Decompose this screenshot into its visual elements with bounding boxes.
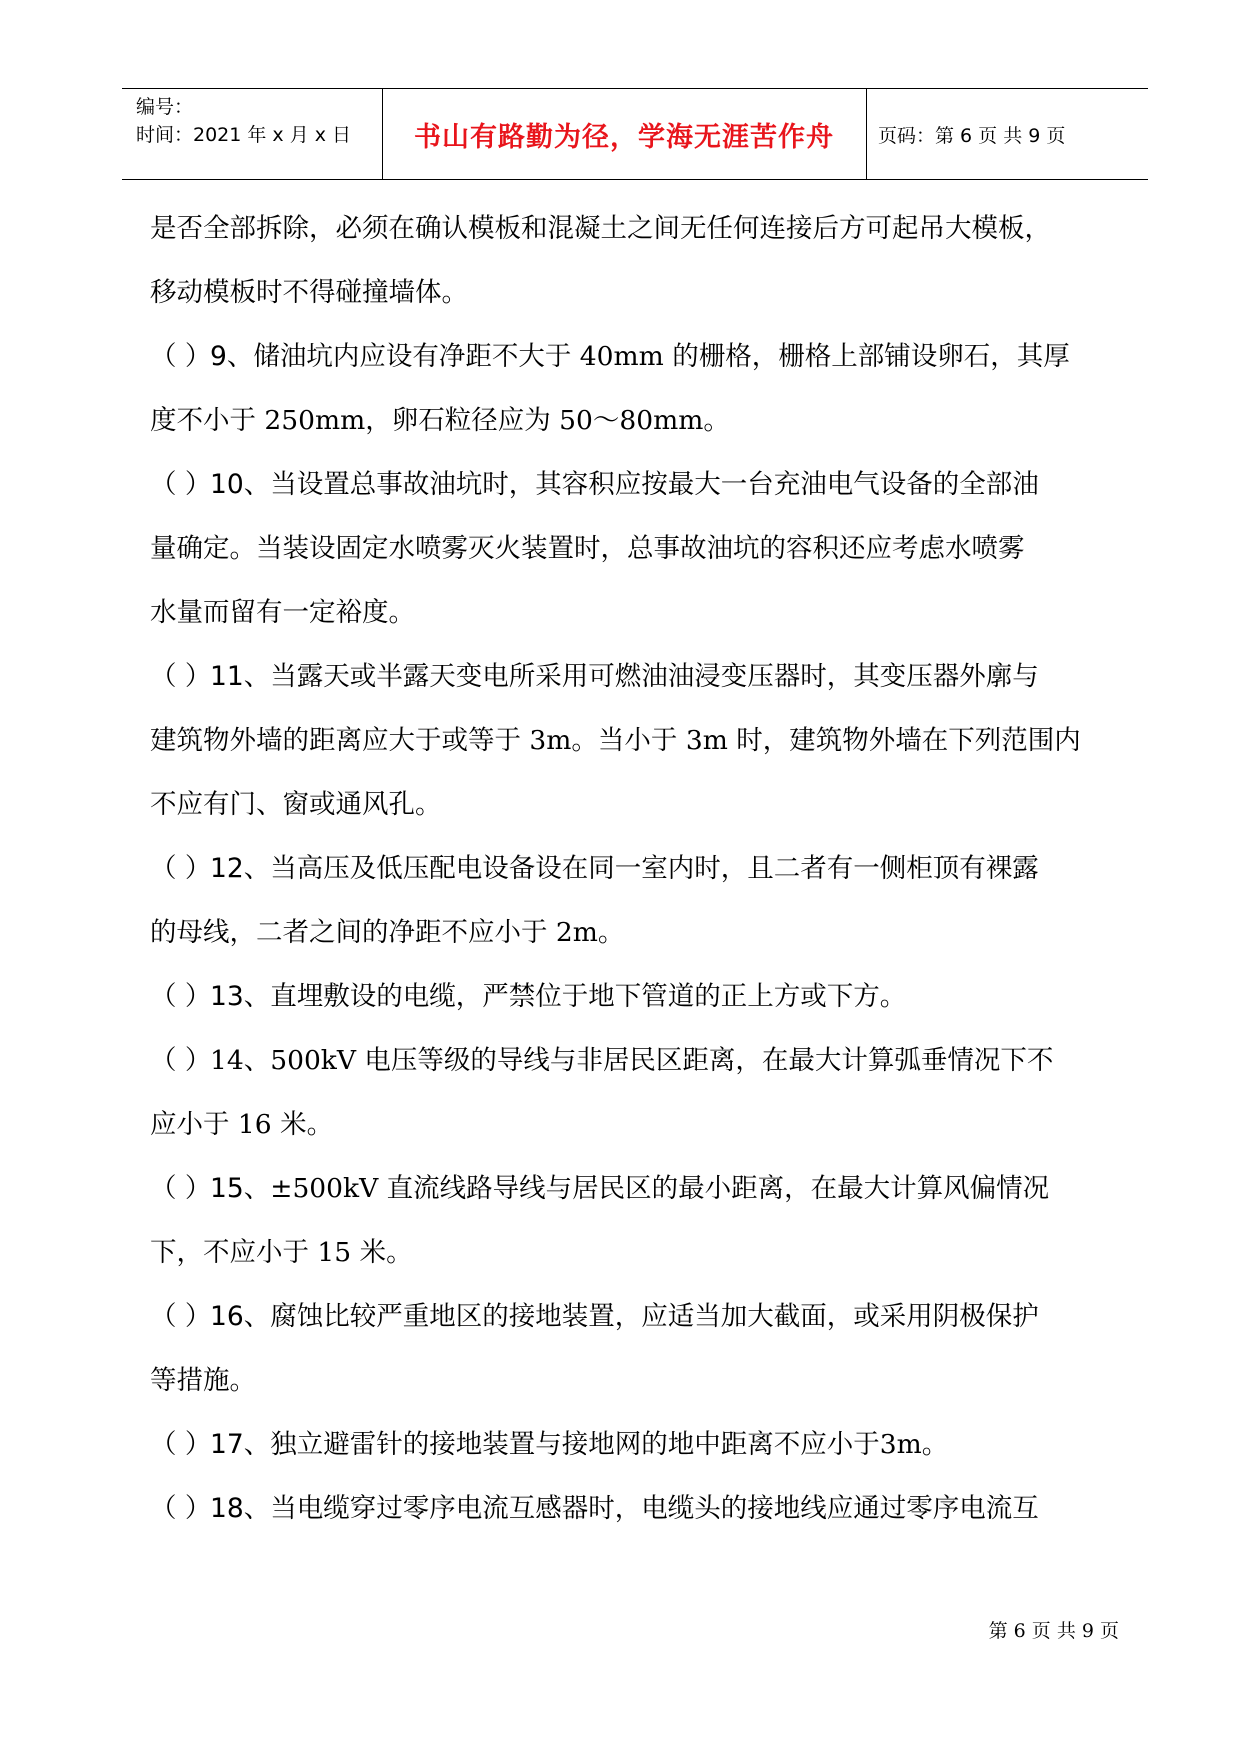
question-line: （ ）18、当电缆穿过零序电流互感器时，电缆头的接地线应通过零序电流互 (150, 1477, 1120, 1541)
question-number: 9 (210, 341, 227, 372)
serial-number-label: 编号： (136, 96, 194, 118)
text-line: 不应有门、窗或通风孔。 (150, 789, 442, 820)
question-line: （ ）13、直埋敷设的电缆，严禁位于地下管道的正上方或下方。 (150, 965, 1120, 1029)
header-divider (382, 89, 383, 179)
question-line: （ ）9、储油坑内应设有净距不大于 40mm 的栅格，栅格上部铺设卵石，其厚 (150, 325, 1120, 389)
answer-blank: （ ） (150, 1493, 212, 1524)
text-line: 量确定。当装设固定水喷雾灭火装置时，总事故油坑的容积还应考虑水喷雾 (150, 533, 1025, 564)
text-line: 应小于 16 米。 (150, 1109, 334, 1140)
question-line: （ ）11、当露天或半露天变电所采用可燃油油浸变压器时，其变压器外廓与 (150, 645, 1120, 709)
header-meta (136, 93, 351, 149)
page-footer: 第 6 页 共 9 页 (988, 1620, 1119, 1642)
page-header (122, 88, 1148, 180)
question-number: 15 (210, 1173, 244, 1204)
text-line: 是否全部拆除，必须在确认模板和混凝土之间无任何连接后方可起吊大模板， (150, 213, 1051, 244)
answer-blank: （ ） (150, 853, 212, 884)
text-line: 水量而留有一定裕度。 (150, 597, 415, 628)
question-line: （ ）17、独立避雷针的接地装置与接地网的地中距离不应小于3m。 (150, 1413, 1120, 1477)
question-number: 16 (210, 1301, 244, 1332)
header-divider (866, 89, 867, 179)
answer-blank: （ ） (150, 661, 212, 692)
question-number: 17 (210, 1429, 244, 1460)
header-page-info: 页码：第 6 页 共 9 页 (878, 124, 1066, 147)
text-line: 的母线，二者之间的净距不应小于 2m。 (150, 917, 625, 948)
question-line: （ ）15、±500kV 直流线路导线与居民区的最小距离，在最大计算风偏情况 (150, 1157, 1120, 1221)
answer-blank: （ ） (150, 469, 212, 500)
text-line: 等措施。 (150, 1365, 256, 1396)
text-line: 度不小于 250mm，卵石粒径应为 50～80mm。 (150, 405, 730, 436)
text-line: 建筑物外墙的距离应大于或等于 3m。当小于 3m 时，建筑物外墙在下列范围内 (150, 725, 1081, 756)
answer-blank: （ ） (150, 1301, 212, 1332)
answer-blank: （ ） (150, 341, 212, 372)
question-number: 13 (210, 981, 244, 1012)
date-label: 时间：2021 年 x 月 x 日 (136, 124, 352, 146)
answer-blank: （ ） (150, 1045, 212, 1076)
document-body (150, 197, 1120, 1541)
question-number: 12 (210, 853, 244, 884)
header-motto: 书山有路勤为径，学海无涯苦作舟 (414, 121, 834, 153)
text-line: 移动模板时不得碰撞墙体。 (150, 277, 468, 308)
answer-blank: （ ） (150, 1429, 212, 1460)
question-line: （ ）12、当高压及低压配电设备设在同一室内时，且二者有一侧柜顶有裸露 (150, 837, 1120, 901)
question-line: （ ）14、500kV 电压等级的导线与非居民区距离，在最大计算弧垂情况下不 (150, 1029, 1120, 1093)
question-line: （ ）16、腐蚀比较严重地区的接地装置，应适当加大截面，或采用阴极保护 (150, 1285, 1120, 1349)
text-line: 下，不应小于 15 米。 (150, 1237, 413, 1268)
question-number: 11 (210, 661, 244, 692)
answer-blank: （ ） (150, 1173, 212, 1204)
question-number: 18 (210, 1493, 244, 1524)
question-line: （ ）10、当设置总事故油坑时，其容积应按最大一台充油电气设备的全部油 (150, 453, 1120, 517)
question-number: 10 (210, 469, 244, 500)
answer-blank: （ ） (150, 981, 212, 1012)
